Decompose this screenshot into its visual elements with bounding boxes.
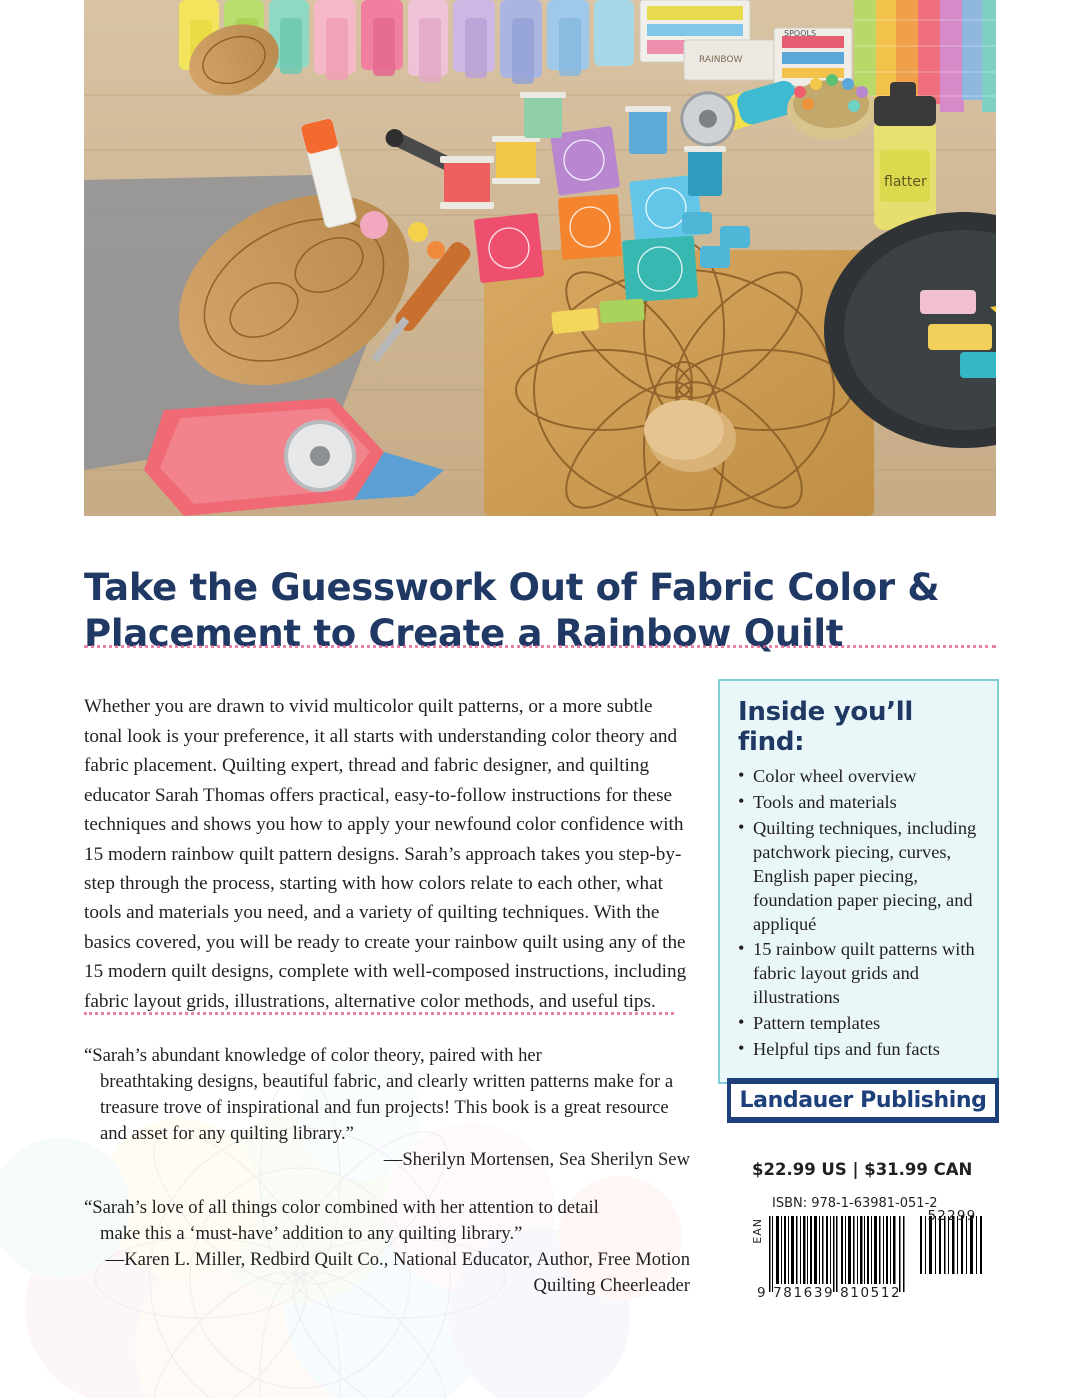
list-item: • 15 rainbow quilt patterns with fabric layout grids and illustrations [738, 938, 981, 1010]
list-item: • Color wheel overview [738, 765, 981, 789]
quote-line-2: make this a ‘must-have’ addition to any quilting library.” [100, 1223, 523, 1245]
list-item: • Quilting techniques, including patchwork piecing, curves, English paper piecing, foundation paper piecing, and appliqué [738, 817, 981, 937]
quote-attribution: —Sherilyn Mortensen, Sea Sherilyn Sew [383, 1149, 690, 1171]
barcode-addon-digits: 52299 [927, 1208, 977, 1224]
price-text: $22.99 US | $31.99 CAN [752, 1160, 973, 1179]
cover-photo [84, 0, 996, 516]
inside-box-list [738, 765, 981, 1062]
inside-youll-find-box [718, 679, 999, 1084]
svg-text:SPOOLS: SPOOLS [784, 29, 817, 38]
svg-text:flatter: flatter [884, 174, 927, 190]
quote-line-2: breathtaking designs, beautiful fabric, and clearly written patterns make for a treasure trove of inspirational and fun projects! This book is a great resource and asset for any quilting library.” [100, 1071, 674, 1145]
list-item: • Helpful tips and fun facts [738, 1038, 981, 1062]
divider-top [84, 642, 996, 648]
publisher-logo-inner [731, 1084, 995, 1117]
page-title: Take the Guesswork Out of Fabric Color & Placement to Create a Rainbow Quilt [84, 565, 940, 655]
ean-label: EAN [751, 1218, 764, 1244]
publisher-logo [727, 1078, 999, 1123]
testimonial-quotes [84, 1043, 694, 1321]
list-item: • Pattern templates [738, 1012, 981, 1036]
quote-line-1: “Sarah’s abundant knowledge of color theory, paired with her [84, 1045, 542, 1066]
inside-box-title: Inside you’ll find: [738, 697, 913, 757]
description-paragraph: Whether you are drawn to vivid multicolor quilt patterns, or a more subtle tonal look is your preference, it all starts with understanding color theory and fabric placement. Quilting expert, thread and fabric designer, and quilting educator Sarah Thomas offers practical, easy-to-follow instructions for these techniques and shows you how to apply your newfound color confidence with 15 modern rainbow quilt pattern designs. Sarah’s approach takes you step-by-step through the process, starting with how colors relate to each other, what tools and materials you need, and a variety of quilting techniques. With the basics covered, you will be ready to create your rainbow quilt using any of the 15 modern quilt designs, complete with well-composed instructions, including fabric layout grids, illustrations, alternative color methods, and useful tips. [84, 696, 687, 1012]
publisher-name: Landauer Publishing [739, 1088, 987, 1113]
quote-block [84, 1195, 694, 1299]
svg-text:RAINBOW: RAINBOW [699, 55, 743, 65]
quote-attribution: —Karen L. Miller, Redbird Quilt Co., National Educator, Author, Free Motion Quilting Cheerleader [105, 1249, 690, 1297]
quote-line-1: “Sarah’s love of all things color combined with her attention to detail [84, 1197, 599, 1219]
list-item: • Tools and materials [738, 791, 981, 815]
barcode-digits: 9 781639 810512 [757, 1285, 902, 1301]
quote-block [84, 1043, 694, 1173]
divider-middle [84, 1009, 674, 1015]
ean-barcode [766, 1214, 909, 1294]
isbn-text: ISBN: 978-1-63981-051-2 [772, 1196, 938, 1211]
